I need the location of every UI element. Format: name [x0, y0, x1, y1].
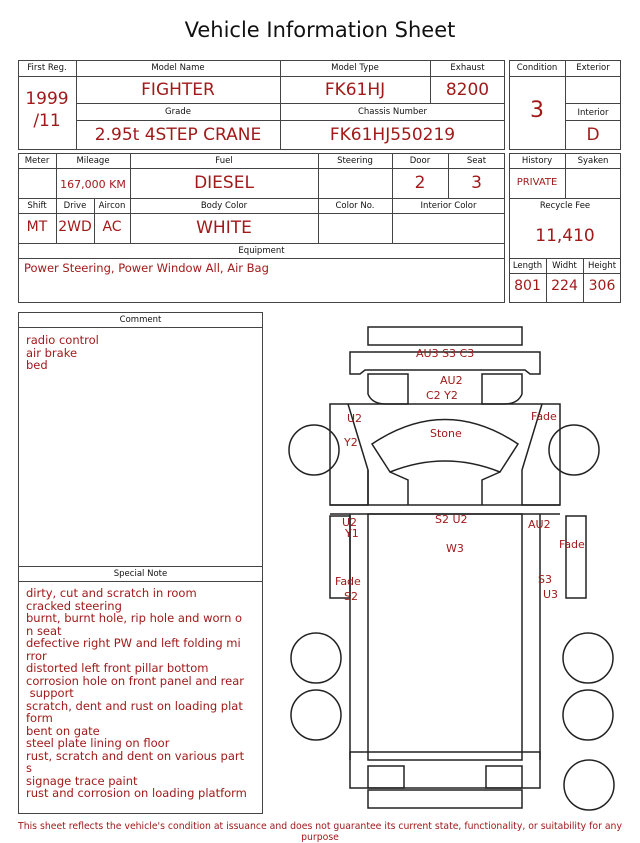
- grade-value: 2.95t 4STEP CRANE: [94, 125, 262, 145]
- mileage-value: 167,000 KM: [60, 178, 126, 191]
- mark-left-door-a: U2: [347, 412, 363, 425]
- mark-left-fade: Fade: [335, 575, 361, 588]
- recycle-fee-label: Recycle Fee: [539, 201, 591, 211]
- interior-color-label: Interior Color: [420, 201, 477, 211]
- comment-line: bed: [26, 358, 48, 372]
- page-title: Vehicle Information Sheet: [184, 18, 456, 42]
- condition-value: 3: [530, 98, 544, 123]
- mark-front-upper-a: AU2: [440, 374, 463, 387]
- truck-damage-diagram: [268, 320, 638, 818]
- chassis-label: Chassis Number: [357, 107, 428, 117]
- door-label: Door: [409, 156, 431, 166]
- mark-left-s2: S2: [344, 590, 358, 603]
- exterior-label: Exterior: [576, 63, 610, 73]
- special-note-list: [26, 587, 247, 800]
- special-note-label: Special Note: [113, 569, 168, 579]
- meter-label: Meter: [24, 156, 50, 166]
- mark-left-door-b: Y2: [344, 436, 358, 449]
- rear-left-wheel-1: [291, 633, 341, 683]
- drive-label: Drive: [63, 201, 87, 211]
- color-no-label: Color No.: [335, 201, 375, 211]
- equipment-value: Power Steering, Power Window All, Air Bag: [24, 261, 269, 275]
- note-line: rust and corrosion on loading platform: [26, 786, 247, 800]
- first-reg-label: First Reg.: [27, 63, 67, 73]
- mark-left-side-b: Y1: [345, 527, 359, 540]
- height-label: Height: [587, 261, 617, 271]
- first-reg-month: /11: [33, 111, 61, 131]
- mark-right-door: Fade: [531, 410, 557, 423]
- model-name-value: FIGHTER: [141, 80, 215, 100]
- mark-windshield: Stone: [430, 427, 462, 440]
- exhaust-value: 8200: [445, 80, 490, 100]
- loading-deck-outline: [368, 514, 522, 760]
- aircon-value: AC: [102, 219, 122, 235]
- seat-label: Seat: [466, 156, 487, 166]
- rear-bumper-outline: [368, 790, 522, 808]
- length-label: Length: [512, 261, 543, 271]
- chassis-value: FK61HJ550219: [329, 125, 456, 145]
- comment-line: radio control: [26, 333, 99, 347]
- history-value: PRIVATE: [516, 177, 558, 188]
- door-value: 2: [414, 173, 426, 193]
- aircon-label: Aircon: [98, 201, 126, 211]
- comment-line: air brake: [26, 345, 78, 360]
- note-line: bent on gate: [26, 723, 100, 738]
- shift-value: MT: [26, 219, 48, 235]
- rear-right-wheel-2: [563, 690, 613, 740]
- interior-value: D: [586, 125, 600, 145]
- note-line: signage trace paint: [26, 773, 138, 788]
- interior-label: Interior: [577, 108, 609, 118]
- note-line: corrosion hole on front panel and rear: [26, 673, 244, 688]
- mark-left-side-a: U2: [342, 516, 358, 529]
- history-label: History: [521, 156, 553, 166]
- exhaust-label: Exhaust: [450, 63, 485, 73]
- note-line: steel plate lining on floor: [26, 736, 170, 750]
- height-value: 306: [588, 278, 616, 294]
- body-color-value: WHITE: [196, 218, 252, 238]
- steering-label: Steering: [337, 156, 373, 166]
- width-label: Widht: [552, 261, 577, 271]
- rear-right-wheel-1: [563, 633, 613, 683]
- note-line: cracked steering: [26, 598, 122, 613]
- length-value: 801: [514, 278, 541, 294]
- note-line: defective right PW and left folding mi: [26, 636, 241, 650]
- note-line: s: [26, 761, 32, 775]
- mark-front-upper-b: C2 Y2: [426, 389, 458, 402]
- mark-right-s3: S3: [538, 573, 552, 586]
- grade-label: Grade: [165, 107, 191, 117]
- note-line: rror: [26, 648, 47, 663]
- mark-front-bumper: AU3 S3 C3: [416, 347, 475, 360]
- shift-label: Shift: [27, 201, 47, 211]
- recycle-fee-value: 11,410: [535, 226, 595, 246]
- seat-value: 3: [471, 173, 482, 193]
- mark-right-u3: U3: [543, 588, 559, 601]
- body-color-label: Body Color: [200, 201, 248, 211]
- model-type-value: FK61HJ: [324, 80, 386, 100]
- right-side-panel: [566, 516, 586, 598]
- mark-deck-front: S2 U2: [435, 513, 468, 526]
- comment-label: Comment: [119, 315, 162, 325]
- front-right-wheel: [549, 425, 599, 475]
- mark-right-side: AU2: [528, 518, 551, 531]
- mark-right-fade: Fade: [559, 538, 585, 551]
- note-line: form: [26, 711, 53, 725]
- fuel-value: DIESEL: [194, 173, 254, 193]
- syaken-label: Syaken: [577, 156, 609, 166]
- mark-deck: W3: [446, 542, 464, 555]
- disclaimer-footer: This sheet reflects the vehicle's condition at issuance and does not guarantee its current state, functionality, or suitability for any purpose: [18, 821, 622, 843]
- width-value: 224: [551, 278, 578, 294]
- note-line: distorted left front pillar bottom: [26, 661, 209, 675]
- note-line: support: [26, 686, 74, 700]
- model-type-label: Model Type: [331, 63, 379, 73]
- note-line: burnt, burnt hole, rip hole and worn o: [26, 611, 243, 625]
- note-line: rust, scratch and dent on various part: [26, 748, 245, 763]
- note-line: dirty, cut and scratch in room: [26, 586, 197, 600]
- rear-outline: [350, 752, 540, 788]
- model-name-label: Model Name: [151, 63, 205, 73]
- spare-wheel: [564, 760, 614, 810]
- note-line: n seat: [26, 623, 62, 638]
- rear-left-wheel-2: [291, 690, 341, 740]
- mileage-label: Mileage: [76, 156, 110, 166]
- comment-list: [26, 334, 99, 372]
- front-left-wheel: [289, 425, 339, 475]
- first-reg-year: 1999: [25, 89, 69, 109]
- front-bumper-outline: [368, 327, 522, 345]
- condition-label: Condition: [516, 63, 558, 73]
- equipment-label: Equipment: [238, 246, 285, 256]
- drive-value: 2WD: [58, 219, 92, 235]
- note-line: scratch, dent and rust on loading plat: [26, 698, 243, 713]
- fuel-label: Fuel: [215, 156, 233, 166]
